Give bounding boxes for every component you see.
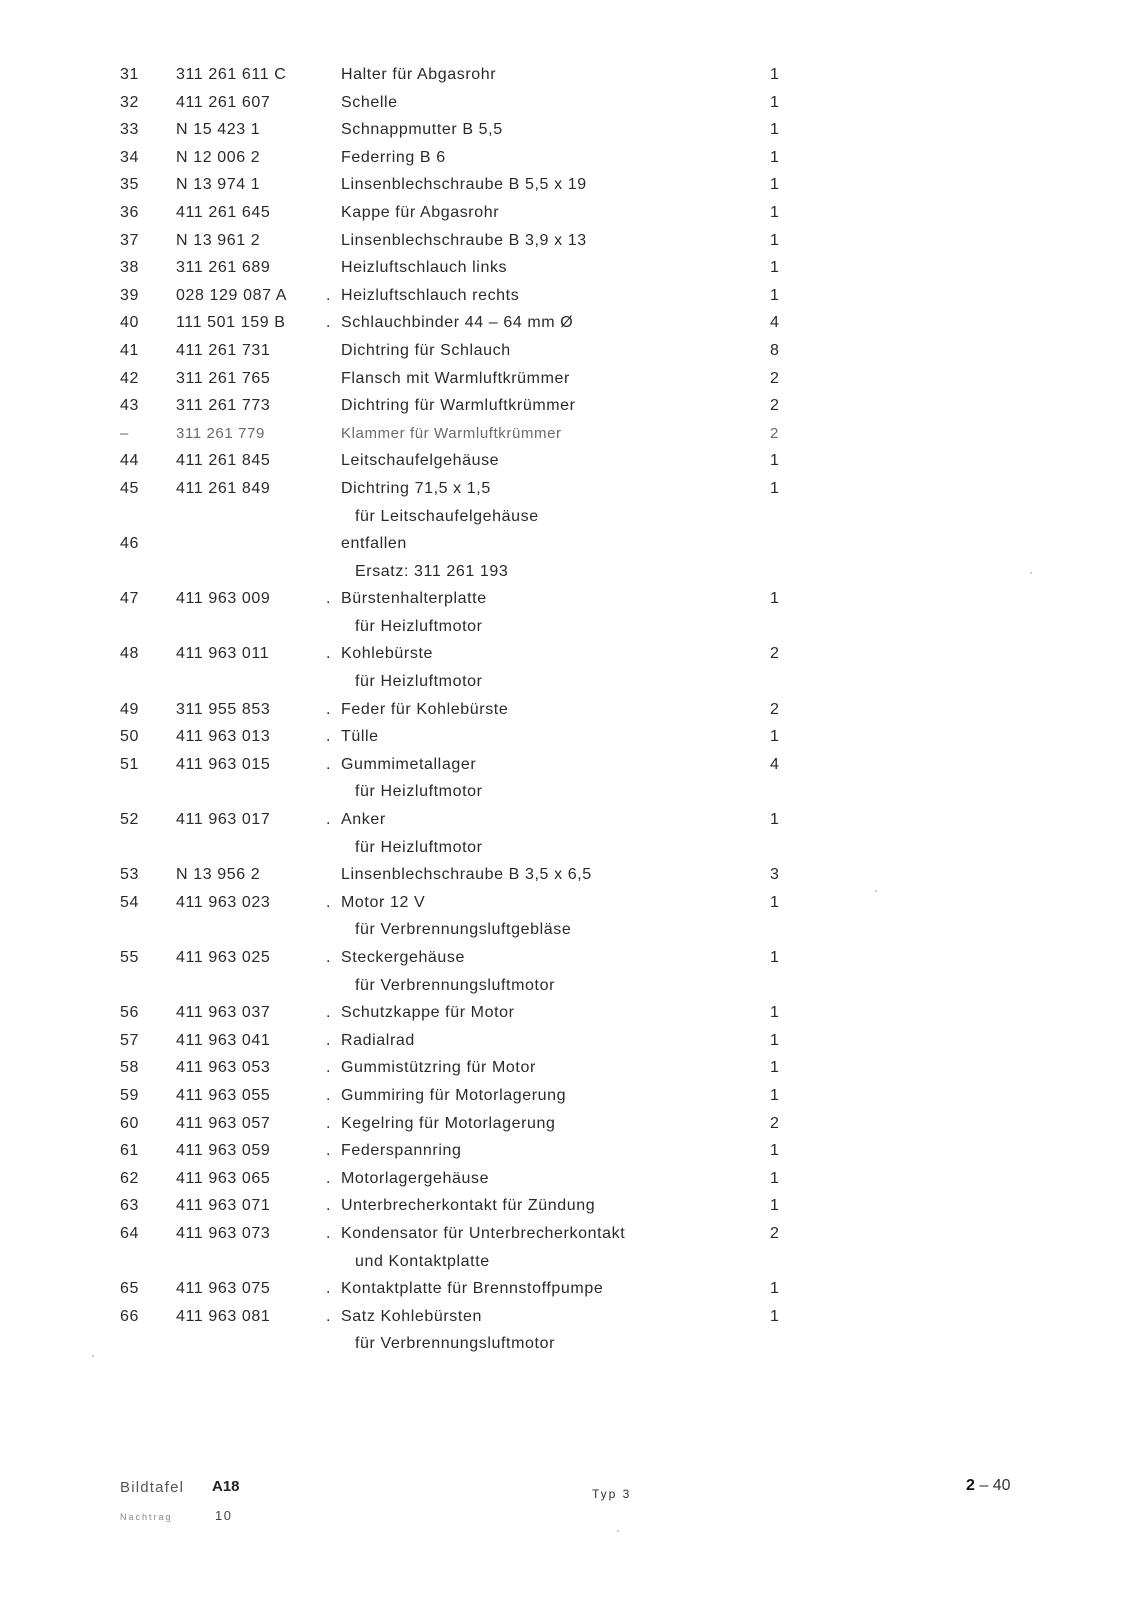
part-number: 411 963 055 (176, 1086, 271, 1104)
part-position: 33 (120, 121, 139, 139)
part-position: 39 (120, 286, 139, 304)
part-quantity: 4 (770, 314, 780, 332)
part-row (0, 147, 1134, 175)
scan-speck (617, 1530, 619, 1532)
part-description: Dichtring 71,5 x 1,5 (341, 479, 491, 497)
part-quantity: 1 (770, 1197, 780, 1215)
part-description: Kegelring für Motorlagerung (341, 1114, 556, 1132)
part-description: für Heizluftmotor (355, 617, 483, 635)
page-separator: – (974, 1477, 993, 1494)
part-row (0, 809, 1134, 837)
part-position: 32 (120, 93, 139, 111)
part-description: Heizluftschlauch rechts (341, 286, 520, 304)
part-number: 411 963 065 (176, 1169, 271, 1187)
part-row (0, 285, 1134, 313)
part-quantity: 1 (770, 893, 780, 911)
part-number: 411 261 849 (176, 479, 271, 497)
part-row (0, 892, 1134, 920)
part-description: Schelle (341, 93, 398, 111)
part-quantity: 1 (770, 1059, 780, 1077)
part-number: 311 261 689 (176, 259, 271, 277)
part-number: N 13 961 2 (176, 231, 261, 249)
scan-speck (92, 1355, 94, 1357)
part-position: 66 (120, 1307, 139, 1325)
part-quantity: 1 (770, 176, 780, 194)
part-description: Kondensator für Unterbrecherkontakt (341, 1224, 626, 1242)
part-number: 411 963 057 (176, 1114, 271, 1132)
part-description: für Verbrennungsluftmotor (355, 976, 555, 994)
part-position: 61 (120, 1142, 139, 1160)
part-number: 411 963 041 (176, 1031, 271, 1049)
scan-speck (1030, 572, 1032, 574)
part-position: 34 (120, 148, 139, 166)
subassembly-marker: . (326, 949, 332, 966)
part-description: Unterbrecherkontakt für Zündung (341, 1197, 596, 1215)
subassembly-marker: . (326, 1059, 332, 1077)
part-number: N 13 956 2 (176, 866, 261, 884)
part-row (0, 1306, 1134, 1334)
part-position: 46 (120, 535, 139, 553)
part-row (0, 699, 1134, 727)
continuation-row (0, 561, 1134, 589)
part-number: 411 963 015 (176, 755, 271, 773)
part-description: Heizluftschlauch links (341, 259, 508, 277)
part-number: 411 963 073 (176, 1224, 271, 1242)
part-description: Gummistützring für Motor (341, 1059, 536, 1077)
subassembly-marker: . (326, 286, 332, 304)
part-number: 411 963 009 (176, 590, 271, 608)
continuation-row (0, 837, 1134, 865)
part-description: für Heizluftmotor (355, 838, 483, 856)
part-row (0, 1057, 1134, 1085)
part-quantity: 1 (770, 1280, 780, 1298)
part-description: Gummiring für Motorlagerung (341, 1086, 567, 1104)
part-quantity: 1 (770, 259, 780, 277)
part-description: Anker (341, 811, 386, 829)
part-position: 57 (120, 1031, 139, 1049)
part-position: 44 (120, 452, 139, 470)
continuation-row (0, 919, 1134, 947)
continuation-row (0, 1251, 1134, 1279)
part-quantity: 1 (770, 121, 780, 139)
part-quantity: 1 (770, 93, 780, 111)
continuation-row (0, 616, 1134, 644)
part-description: Satz Kohlebürsten (341, 1307, 482, 1325)
part-row (0, 119, 1134, 147)
part-position: 56 (120, 1004, 139, 1022)
part-number: 411 261 845 (176, 452, 271, 470)
part-row (0, 450, 1134, 478)
part-row (0, 202, 1134, 230)
part-row (0, 1278, 1134, 1306)
part-number: 411 963 023 (176, 893, 271, 911)
subassembly-marker: . (326, 1031, 332, 1049)
part-number: N 12 006 2 (176, 148, 261, 166)
part-quantity: 1 (770, 949, 780, 966)
part-position: 41 (120, 341, 139, 359)
part-quantity: 3 (770, 866, 780, 884)
part-row (0, 643, 1134, 671)
part-number: 411 963 037 (176, 1004, 271, 1022)
part-position: 63 (120, 1197, 139, 1215)
part-position: 31 (120, 66, 139, 83)
part-description: Schutzkappe für Motor (341, 1004, 515, 1022)
subassembly-marker: . (326, 1142, 332, 1160)
part-quantity: 1 (770, 231, 780, 249)
part-position: 37 (120, 231, 139, 249)
part-position: 55 (120, 949, 139, 966)
part-row (0, 947, 1134, 975)
subassembly-marker: . (326, 811, 332, 829)
subassembly-marker: . (326, 728, 332, 746)
part-position: – (120, 424, 129, 442)
part-row (0, 1168, 1134, 1196)
part-position: 53 (120, 866, 139, 884)
part-description: Linsenblechschraube B 3,5 x 6,5 (341, 866, 592, 884)
vehicle-type: Typ 3 (592, 1487, 632, 1501)
part-row (0, 174, 1134, 202)
part-description: Federspannring (341, 1142, 462, 1160)
part-quantity: 2 (770, 397, 780, 415)
part-quantity: 2 (770, 1114, 780, 1132)
part-description: Steckergehäuse (341, 949, 466, 966)
part-row (0, 478, 1134, 506)
part-description: Kohlebürste (341, 645, 433, 663)
supplement-number: 10 (215, 1508, 233, 1523)
part-description: für Verbrennungsluftgebläse (355, 921, 572, 939)
part-description: Tülle (341, 728, 379, 746)
part-description: Linsenblechschraube B 5,5 x 19 (341, 176, 587, 194)
parts-list (0, 64, 1134, 1361)
part-number: 411 963 075 (176, 1280, 271, 1298)
part-quantity: 1 (770, 286, 780, 304)
part-quantity: 1 (770, 66, 780, 83)
plate-label: Bildtafel (120, 1479, 185, 1496)
part-position: 52 (120, 811, 139, 829)
part-quantity: 2 (770, 424, 779, 442)
part-number: 411 261 607 (176, 93, 271, 111)
part-description: Feder für Kohlebürste (341, 700, 509, 718)
part-quantity: 1 (770, 479, 780, 497)
part-quantity: 1 (770, 203, 780, 221)
subassembly-marker: . (326, 1280, 332, 1298)
part-row (0, 368, 1134, 396)
part-number: 411 261 731 (176, 341, 271, 359)
part-description: Bürstenhalterplatte (341, 590, 487, 608)
part-description: Dichtring für Schlauch (341, 341, 511, 359)
part-row (0, 1030, 1134, 1058)
subassembly-marker: . (326, 893, 332, 911)
part-description: Schnappmutter B 5,5 (341, 121, 503, 139)
part-position: 43 (120, 397, 139, 415)
part-description: Ersatz: 311 261 193 (355, 562, 509, 580)
part-row (0, 588, 1134, 616)
subassembly-marker: . (326, 1197, 332, 1215)
part-number: N 13 974 1 (176, 176, 261, 194)
part-description: Kontaktplatte für Brennstoffpumpe (341, 1280, 604, 1298)
part-description: Schlauchbinder 44 – 64 mm Ø (341, 314, 574, 332)
part-position: 42 (120, 369, 139, 387)
part-row (0, 230, 1134, 258)
part-description: Gummimetallager (341, 755, 477, 773)
part-row (0, 423, 1134, 451)
part-quantity: 1 (770, 1004, 780, 1022)
part-number: 411 963 081 (176, 1307, 271, 1325)
part-position: 60 (120, 1114, 139, 1132)
part-quantity: 2 (770, 1224, 780, 1242)
part-description: Flansch mit Warmluftkrümmer (341, 369, 570, 387)
part-position: 54 (120, 893, 139, 911)
part-row (0, 1195, 1134, 1223)
part-position: 65 (120, 1280, 139, 1298)
subassembly-marker: . (326, 1004, 332, 1022)
part-row (0, 754, 1134, 782)
subassembly-marker: . (326, 755, 332, 773)
scan-speck (875, 890, 877, 892)
part-quantity: 1 (770, 452, 780, 470)
part-row (0, 864, 1134, 892)
part-row (0, 533, 1134, 561)
subassembly-marker: . (326, 1086, 332, 1104)
part-row (0, 64, 1134, 92)
part-position: 35 (120, 176, 139, 194)
part-row (0, 395, 1134, 423)
part-quantity: 2 (770, 369, 780, 387)
part-quantity: 4 (770, 755, 780, 773)
part-number: 411 963 071 (176, 1197, 271, 1215)
subassembly-marker: . (326, 1307, 332, 1325)
part-description: Linsenblechschraube B 3,9 x 13 (341, 231, 587, 249)
part-position: 51 (120, 755, 139, 773)
part-description: Dichtring für Warmluftkrümmer (341, 397, 576, 415)
part-row (0, 1223, 1134, 1251)
part-position: 49 (120, 700, 139, 718)
page-number (966, 1477, 1011, 1495)
subassembly-marker: . (326, 314, 332, 332)
part-quantity: 1 (770, 1086, 780, 1104)
subassembly-marker: . (326, 700, 332, 718)
part-row (0, 1113, 1134, 1141)
part-quantity: 2 (770, 700, 780, 718)
part-number: 311 261 611 C (176, 66, 287, 83)
part-number: 411 963 053 (176, 1059, 271, 1077)
part-description: für Verbrennungsluftmotor (355, 1335, 555, 1353)
part-row (0, 257, 1134, 285)
part-position: 50 (120, 728, 139, 746)
part-number: 411 963 013 (176, 728, 271, 746)
part-number: 028 129 087 A (176, 286, 288, 304)
part-number: 311 261 779 (176, 424, 265, 442)
part-position: 62 (120, 1169, 139, 1187)
part-quantity: 1 (770, 1031, 780, 1049)
part-number: 411 963 059 (176, 1142, 271, 1160)
part-row (0, 340, 1134, 368)
continuation-row (0, 781, 1134, 809)
subassembly-marker: . (326, 1224, 332, 1242)
part-quantity: 1 (770, 148, 780, 166)
part-row (0, 1002, 1134, 1030)
continuation-row (0, 1333, 1134, 1361)
part-number: 111 501 159 B (176, 314, 286, 332)
page-section: 2 (966, 1477, 975, 1494)
part-number: 411 261 645 (176, 203, 271, 221)
part-quantity: 1 (770, 1142, 780, 1160)
part-position: 48 (120, 645, 139, 663)
part-quantity: 1 (770, 1307, 780, 1325)
subassembly-marker: . (326, 1169, 332, 1187)
part-position: 47 (120, 590, 139, 608)
part-description: Halter für Abgasrohr (341, 66, 497, 83)
part-number: 311 261 765 (176, 369, 271, 387)
part-description: für Heizluftmotor (355, 673, 483, 691)
part-row (0, 1140, 1134, 1168)
part-position: 59 (120, 1086, 139, 1104)
part-row (0, 726, 1134, 754)
part-number: 411 963 017 (176, 811, 271, 829)
part-description: und Kontaktplatte (355, 1252, 490, 1270)
supplement-label: Nachtrag (120, 1512, 173, 1522)
part-description: Radialrad (341, 1031, 415, 1049)
part-number: 411 963 025 (176, 949, 271, 966)
subassembly-marker: . (326, 1114, 332, 1132)
part-description: für Leitschaufelgehäuse (355, 507, 539, 525)
continuation-row (0, 506, 1134, 534)
part-description: Federring B 6 (341, 148, 446, 166)
part-description: Klammer für Warmluftkrümmer (341, 424, 562, 442)
subassembly-marker: . (326, 645, 332, 663)
part-description: Leitschaufelgehäuse (341, 452, 500, 470)
part-number: 411 963 011 (176, 645, 270, 663)
part-description: entfallen (341, 535, 407, 553)
part-description: Kappe für Abgasrohr (341, 203, 500, 221)
part-number: 311 955 853 (176, 700, 271, 718)
part-description: Motor 12 V (341, 893, 426, 911)
part-quantity: 1 (770, 811, 780, 829)
part-number: 311 261 773 (176, 397, 271, 415)
part-description: Motorlagergehäuse (341, 1169, 490, 1187)
part-position: 45 (120, 479, 139, 497)
part-row (0, 92, 1134, 120)
part-quantity: 1 (770, 728, 780, 746)
part-quantity: 2 (770, 645, 780, 663)
part-position: 64 (120, 1224, 139, 1242)
part-position: 38 (120, 259, 139, 277)
part-position: 40 (120, 314, 139, 332)
part-position: 58 (120, 1059, 139, 1077)
part-quantity: 8 (770, 341, 780, 359)
part-number: N 15 423 1 (176, 121, 261, 139)
part-row (0, 1085, 1134, 1113)
continuation-row (0, 671, 1134, 699)
part-row (0, 312, 1134, 340)
page-index: 40 (992, 1477, 1011, 1494)
continuation-row (0, 975, 1134, 1003)
part-quantity: 1 (770, 590, 780, 608)
plate-id: A18 (212, 1478, 240, 1495)
part-description: für Heizluftmotor (355, 783, 483, 801)
subassembly-marker: . (326, 590, 332, 608)
part-position: 36 (120, 203, 139, 221)
part-quantity: 1 (770, 1169, 780, 1187)
